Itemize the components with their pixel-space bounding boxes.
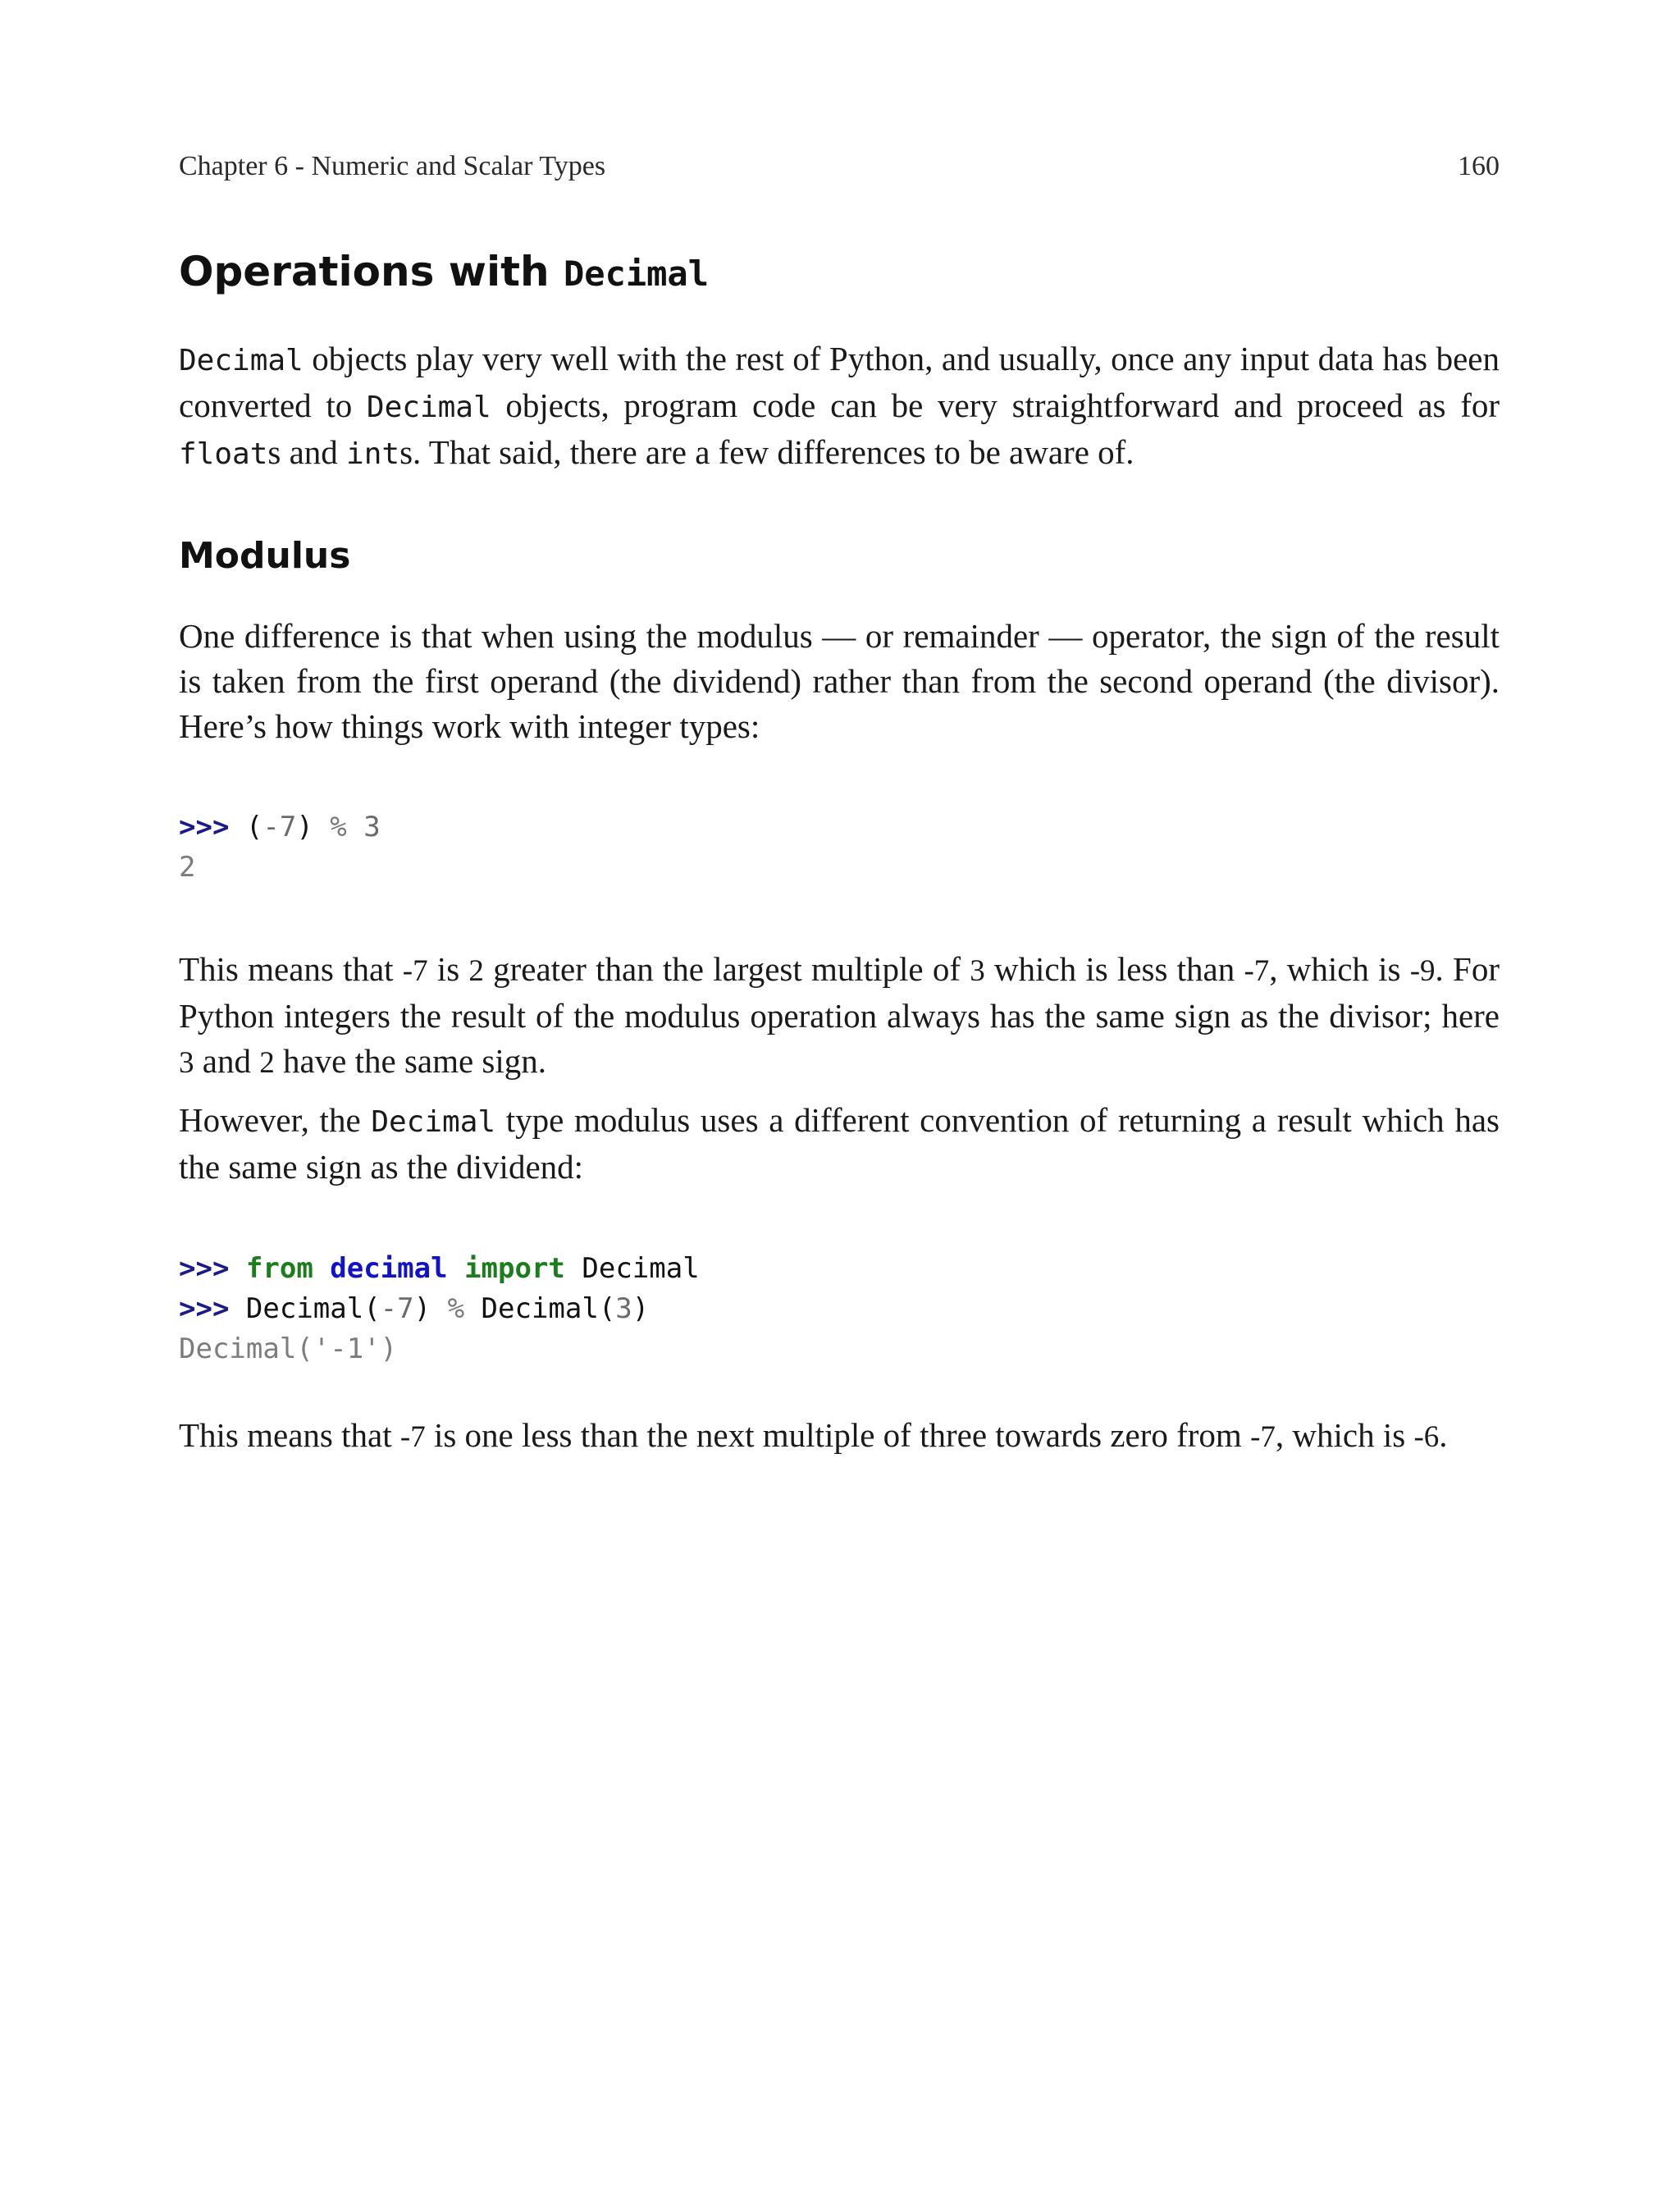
inline-number: 2 — [259, 1046, 275, 1080]
repl-prompt: >>> — [179, 1292, 230, 1325]
inline-number: -7 — [402, 954, 428, 988]
section-heading — [179, 245, 709, 301]
text-run: is — [427, 950, 469, 988]
inline-number: 2 — [468, 954, 484, 988]
inline-number: -7 — [1244, 954, 1270, 988]
keyword-from: from — [245, 1252, 313, 1285]
text-run: . — [1439, 1416, 1448, 1454]
imported-name: Decimal — [582, 1252, 700, 1285]
text-run: and — [194, 1042, 260, 1080]
code-token: ) — [296, 811, 313, 843]
text-run: objects play very well with the rest of Python, and usually, once any input data has been converted to — [179, 340, 1500, 424]
code-output: 2 — [179, 851, 196, 884]
text-run: , which is — [1269, 950, 1410, 988]
however-paragraph — [179, 1098, 1500, 1190]
page-number: 160 — [1458, 151, 1500, 181]
explanation-paragraph-1 — [179, 947, 1500, 1086]
code-output: Decimal('-1') — [179, 1332, 398, 1365]
code-token: % — [313, 811, 364, 843]
explanation-paragraph-2 — [179, 1413, 1500, 1460]
code-token: 3 — [363, 811, 381, 843]
code-token: Decimal( — [245, 1292, 381, 1325]
text-run: s and — [267, 433, 347, 471]
code-token: -7 — [380, 1292, 414, 1325]
code-token: 3 — [615, 1292, 632, 1325]
code-token: ) — [413, 1292, 431, 1325]
inline-number: 3 — [179, 1046, 194, 1080]
repl-prompt: >>> — [179, 811, 230, 843]
section-heading-code: Decimal — [564, 254, 710, 294]
text-run: objects, program code can be very straightforward and proceed as for — [491, 386, 1500, 424]
inline-number: -9 — [1409, 954, 1436, 988]
inline-code: int — [346, 437, 400, 471]
code-token: ( — [229, 811, 263, 843]
inline-number: -7 — [1250, 1420, 1276, 1454]
text-run: is one less than the next multiple of three towards zero from — [425, 1416, 1251, 1454]
subsection-heading: Modulus — [179, 535, 351, 577]
text-run: type modulus uses a different convention of returning a result which has the same sign as the dividend: — [179, 1101, 1500, 1186]
keyword-import: import — [464, 1252, 565, 1285]
text-run: which is less than — [984, 950, 1244, 988]
inline-code: Decimal — [371, 1105, 496, 1139]
repl-prompt: >>> — [179, 1252, 230, 1285]
code-block-decimal — [179, 1249, 1500, 1369]
running-header — [179, 146, 1500, 187]
modulus-paragraph: One difference is that when using the modulus — or remainder — operator, the sign of the result is taken from the first operand (the dividend) rather than from the second operand (the divisor). Here’s how things work with integer types: — [179, 617, 1500, 745]
inline-code: Decimal — [366, 391, 491, 424]
text-run: . For Python integers the result of the modulus operation always has the same sign as the divisor; here — [179, 950, 1500, 1035]
code-token: % — [431, 1292, 482, 1325]
module-name: decimal — [330, 1252, 448, 1285]
text-run: This means that — [179, 950, 403, 988]
code-token: -7 — [262, 811, 297, 843]
intro-paragraph — [179, 336, 1500, 477]
text-run: s. That said, there are a few differences to be aware of. — [399, 433, 1134, 471]
inline-number: -7 — [399, 1420, 426, 1454]
text-run: However, the — [179, 1101, 372, 1139]
inline-number: 3 — [970, 954, 985, 988]
text-run: have the same sign. — [274, 1042, 547, 1080]
code-token: Decimal( — [481, 1292, 616, 1325]
inline-code: Decimal — [179, 344, 304, 377]
section-heading-text: Operations with — [179, 248, 564, 295]
text-run: , which is — [1275, 1416, 1414, 1454]
text-run: This means that — [179, 1416, 400, 1454]
text-run: greater than the largest multiple of — [483, 950, 970, 988]
inline-number: -6 — [1413, 1420, 1440, 1454]
code-block-integer — [179, 807, 1500, 888]
chapter-title: Chapter 6 - Numeric and Scalar Types — [179, 151, 606, 181]
inline-code: float — [179, 437, 268, 471]
code-token: ) — [632, 1292, 650, 1325]
